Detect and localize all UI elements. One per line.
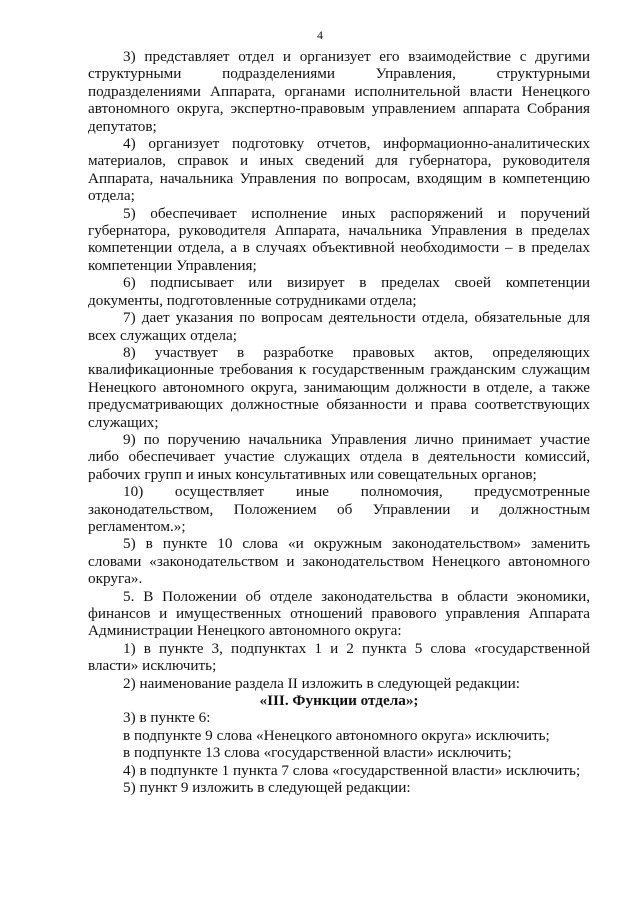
paragraph-section-5: 5. В Положении об отделе законодательства в области экономики, финансов и имущественных отношений правового управления Аппарата Администрации Ненецкого автономного округа: xyxy=(88,587,590,640)
paragraph-amendment-3-b: в подпункте 13 слова «государственной власти» исключить; xyxy=(123,744,512,762)
paragraph-amendment-2: 2) наименование раздела II изложить в следующей редакции: xyxy=(123,674,520,692)
paragraph-item-8: 8) участвует в разработке правовых актов, определяющих квалификационные требования к государственным гражданским служащим Ненецкого автономного округа, занимающим должности в отделе, а также предусматривающих должностные обязанности и права соответствующих служащих; xyxy=(88,343,590,431)
paragraph-amendment-4: 4) в подпункте 1 пункта 7 слова «государственной власти» исключить; xyxy=(123,761,581,779)
paragraph-item-6: 6) подписывает или визирует в пределах своей компетенции документы, подготовленные сотрудниками отдела; xyxy=(88,274,590,309)
paragraph-amendment-3-a: в подпункте 9 слова «Ненецкого автономного округа» исключить; xyxy=(123,726,550,744)
paragraph-amendment-1: 1) в пункте 3, подпунктах 1 и 2 пункта 5 слова «государственной власти» исключить; xyxy=(88,639,590,675)
paragraph-amendment-5: 5) пункт 9 изложить в следующей редакции: xyxy=(123,779,411,797)
paragraph-item-5: 5) обеспечивает исполнение иных распоряжений и поручений губернатора, руководителя Аппарата, начальника Управления в пределах компетенции отдела, а в случаях объективной необходимости – в пределах компетенции Управления; xyxy=(88,204,590,274)
paragraph-amendment-point-10: 5) в пункте 10 слова «и окружным законодательством» заменить словами «законодательством и законодательством Ненецкого автономного округа». xyxy=(88,535,590,588)
section-heading: «III. Функции отдела»; xyxy=(259,692,419,710)
page-number: 4 xyxy=(317,28,323,42)
paragraph-item-7: 7) дает указания по вопросам деятельности отдела, обязательные для всех служащих отдела; xyxy=(88,309,590,344)
paragraph-item-4: 4) организует подготовку отчетов, информационно-аналитических материалов, справок и иных сведений для губернатора, руководителя Аппарата, начальника Управления по вопросам, входящим в компетенцию отдела; xyxy=(88,135,590,205)
paragraph-item-10: 10) осуществляет иные полномочия, предусмотренные законодательством, Положением об Управлении и должностным регламентом.»; xyxy=(88,483,590,535)
document-body xyxy=(88,48,590,796)
paragraph-amendment-3: 3) в пункте 6: xyxy=(123,709,211,727)
paragraph-item-3: 3) представляет отдел и организует его взаимодействие с другими структурными подразделениями Управления, структурными подразделениями Аппарата, органами исполнительной власти Ненецкого автономного округа, экспертно-правовым управлением аппарата Собрания депутатов; xyxy=(88,48,590,135)
paragraph-item-9: 9) по поручению начальника Управления лично принимает участие либо обеспечивает участие служащих отдела в деятельности комиссий, рабочих групп и иных консультативных или совещательных органов; xyxy=(88,430,590,483)
